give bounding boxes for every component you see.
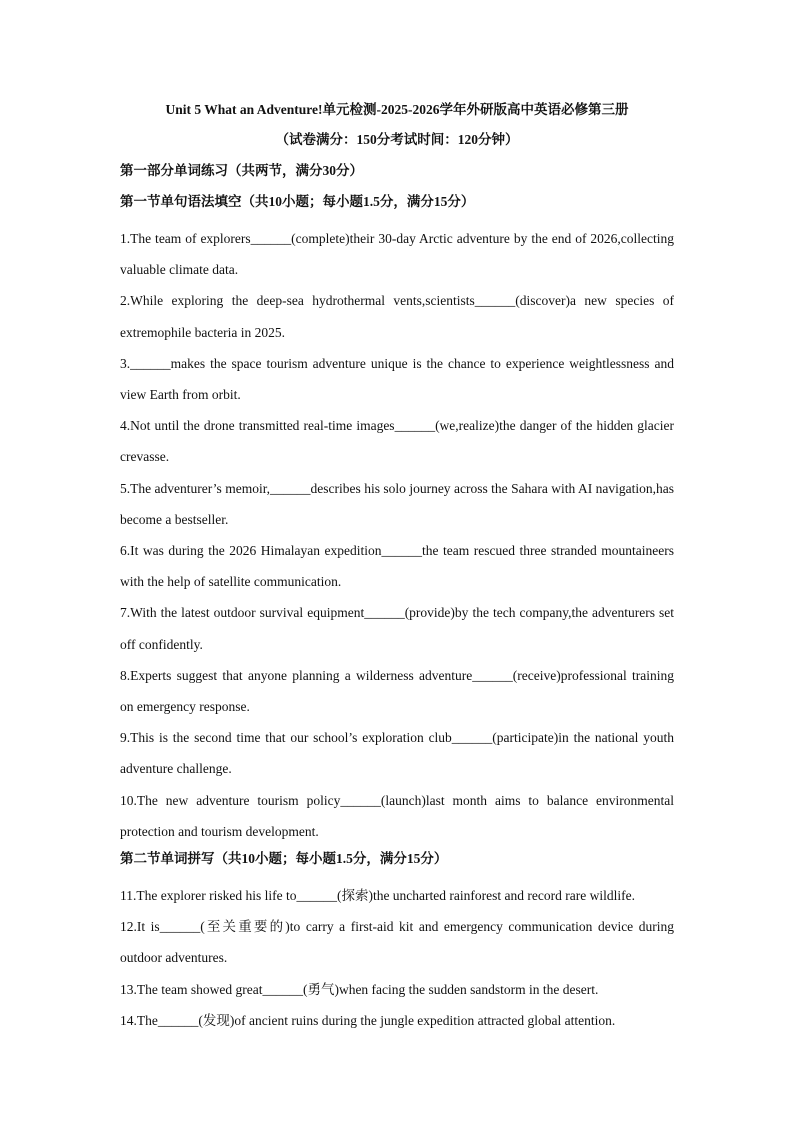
question-text: The explorer risked his life to______(探索)the uncharted rainforest and record rare wildlife. <box>136 888 635 904</box>
question-4 <box>120 410 674 472</box>
question-text: Not until the drone transmitted real-time images______(we,realize)the danger of the hidden glacier crevasse. <box>120 418 674 465</box>
question-number: 11. <box>120 888 137 904</box>
part-heading: 第一部分单词练习（共两节，满分30分） <box>120 163 363 178</box>
question-number: 2. <box>120 293 131 309</box>
question-8 <box>120 660 674 722</box>
question-5 <box>120 473 674 535</box>
question-text: The______(发现)of ancient ruins during the jungle expedition attracted global attention. <box>136 1012 616 1028</box>
section1-questions <box>120 223 674 847</box>
question-text: With the latest outdoor survival equipment______(provide)by the tech company,the adventurers set off confidently. <box>120 605 674 652</box>
question-text: While exploring the deep-sea hydrothermal vents,scientists______(discover)a new species of extremophile bacteria in 2025. <box>120 293 674 340</box>
question-9 <box>120 722 674 784</box>
section1-heading: 第一节单句语法填空（共10小题；每小题1.5分，满分15分） <box>120 194 475 209</box>
question-number: 6. <box>120 543 131 559</box>
question-number: 14. <box>120 1012 137 1028</box>
question-number: 5. <box>120 480 131 496</box>
question-number: 3. <box>120 355 131 371</box>
page-title: Unit 5 What an Adventure!单元检测-2025-2026学年外研版高中英语必修第三册 <box>165 102 629 117</box>
section2-questions <box>120 880 674 1036</box>
question-12 <box>120 911 674 973</box>
question-6 <box>120 535 674 597</box>
question-number: 7. <box>120 605 131 621</box>
question-14 <box>120 1005 674 1036</box>
question-text: The team showed great______(勇气)when facing the sudden sandstorm in the desert. <box>136 981 599 997</box>
question-number: 4. <box>120 418 131 434</box>
question-text: The new adventure tourism policy______(launch)last month aims to balance environmental protection and tourism development. <box>120 792 674 839</box>
question-13 <box>120 974 674 1005</box>
question-10 <box>120 785 674 847</box>
question-text: ______makes the space tourism adventure unique is the chance to experience weightlessness and view Earth from orbit. <box>120 355 674 403</box>
question-text: It was during the 2026 Himalayan expedition______the team rescued three stranded mountaineers with the help of satellite communication. <box>120 543 674 590</box>
question-number: 13. <box>120 981 137 997</box>
question-2 <box>120 285 674 347</box>
question-number: 12. <box>120 919 137 935</box>
question-text: This is the second time that our school’s exploration club______(participate)in the national youth adventure challenge. <box>120 730 674 777</box>
exam-info: （试卷满分：150分考试时间：120分钟） <box>275 132 519 147</box>
question-number: 10. <box>120 792 137 808</box>
section2-heading: 第二节单词拼写（共10小题；每小题1.5分，满分15分） <box>120 851 448 867</box>
question-number: 8. <box>120 667 131 683</box>
question-1 <box>120 223 674 285</box>
question-text: The adventurer’s memoir,______describes his solo journey across the Sahara with AI navigation,has become a bestseller. <box>120 480 674 527</box>
question-11 <box>120 880 674 911</box>
question-text: The team of explorers______(complete)their 30-day Arctic adventure by the end of 2026,collecting valuable climate data. <box>120 231 674 278</box>
question-text: It is______(至关重要的)to carry a first-aid kit and emergency communication device during outdoor adventures. <box>120 919 674 966</box>
exam-page <box>120 100 674 1036</box>
question-number: 9. <box>120 730 131 746</box>
question-7 <box>120 597 674 659</box>
question-text: Experts suggest that anyone planning a wilderness adventure______(receive)professional training on emergency response. <box>120 667 674 715</box>
question-number: 1. <box>120 231 131 246</box>
question-3 <box>120 348 674 410</box>
